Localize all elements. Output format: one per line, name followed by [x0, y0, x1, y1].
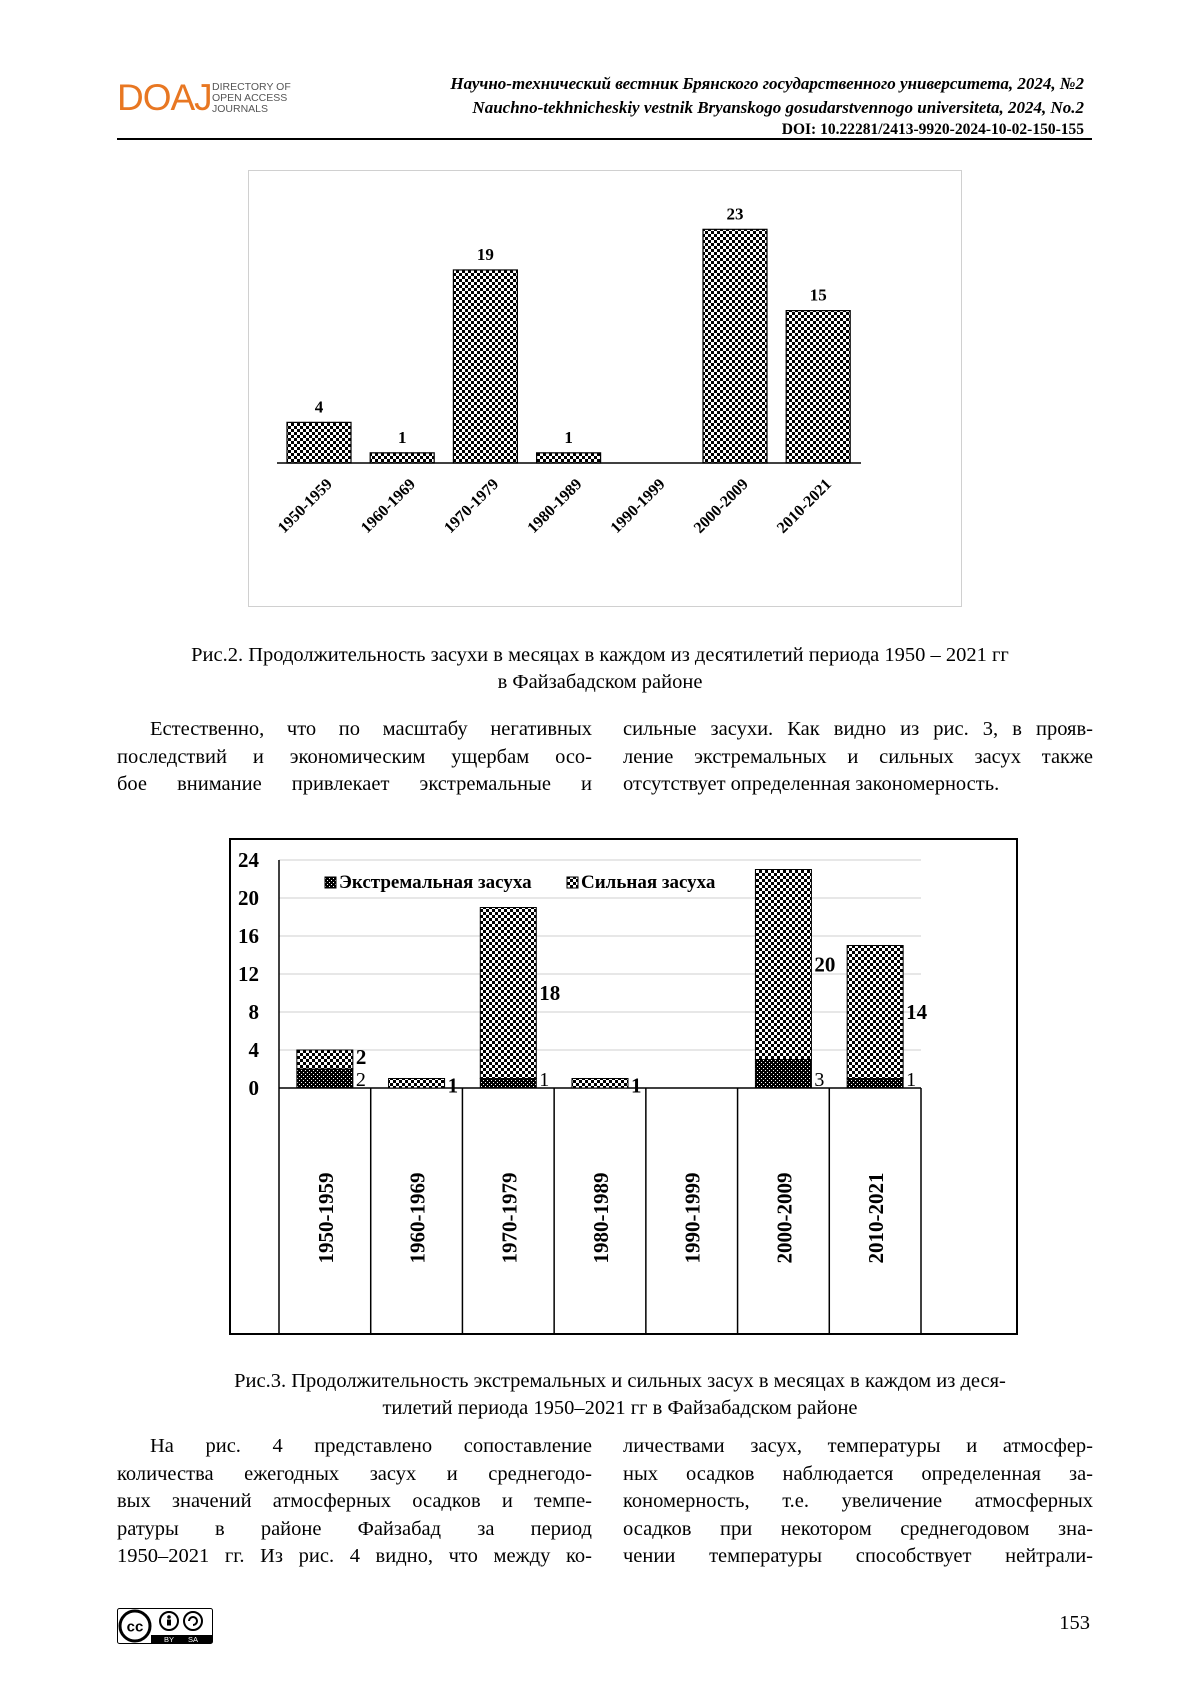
- x-tick-label: 2000-2009: [772, 1172, 797, 1264]
- data-label: 23: [726, 204, 744, 224]
- data-label-extreme: 1: [539, 1069, 550, 1091]
- text-line: кономерность, т.е. увеличение атмосферных: [623, 1490, 1093, 1512]
- y-tick-label: 8: [248, 1000, 259, 1024]
- bar: [370, 453, 434, 463]
- text-line: сильные засухи. Как видно из рис. 3, в прояв-: [623, 718, 1093, 740]
- legend-label-strong: Сильная засуха: [581, 872, 716, 893]
- x-tick-label: 1950-1959: [274, 475, 336, 537]
- x-tick-label: 1960-1969: [405, 1172, 430, 1264]
- paragraph-right-2: [623, 1433, 1093, 1571]
- bar: [453, 270, 517, 463]
- bar-strong: [755, 870, 811, 1060]
- data-label: 1: [397, 427, 407, 447]
- caption-line: в Файзабадском районе: [497, 671, 703, 693]
- text-line: бое внимание привлекает экстремальные и: [117, 773, 592, 795]
- doaj-subtitle-line: JOURNALS: [212, 103, 269, 115]
- legend-swatch-extreme: [325, 877, 336, 888]
- caption-line: Рис.3. Продолжительность экстремальных и сильных засух в месяцах в каждом из деся-: [234, 1370, 1006, 1392]
- text-line: ратуры в районе Файзабад за период: [117, 1517, 592, 1540]
- text-line: Естественно, что по масштабу негативных: [150, 718, 592, 740]
- data-label: 15: [809, 285, 827, 305]
- doaj-logo: [117, 78, 307, 118]
- text-line: вых значений атмосферных осадков и темпе-: [117, 1490, 592, 1512]
- x-tick-label: 1970-1979: [441, 475, 503, 537]
- cc-by-sa-icon[interactable]: [117, 1608, 213, 1644]
- figure-3-caption: [150, 1368, 1090, 1422]
- bar: [786, 311, 850, 463]
- x-tick-label: 1980-1989: [524, 475, 586, 537]
- caption-line: тилетий периода 1950–2021 гг в Файзабадском районе: [382, 1397, 858, 1419]
- x-tick-label: 2010-2021: [864, 1172, 889, 1264]
- data-label-extreme: 1: [906, 1069, 917, 1091]
- bar: [287, 422, 351, 463]
- doaj-wordmark: DOAJ: [117, 77, 212, 118]
- data-label-extreme: 3: [814, 1069, 825, 1091]
- bar-strong: [572, 1079, 628, 1089]
- text-line: последствий и экономическим ущербам осо-: [117, 745, 592, 768]
- y-tick-label: 24: [238, 848, 259, 872]
- text-line: отсутствует определенная закономерность.: [623, 773, 1000, 795]
- y-tick-label: 16: [238, 924, 259, 948]
- bar-extreme: [755, 1060, 811, 1089]
- journal-title-en: Nauchno-tekhnicheskiy vestnik Bryanskogo gosudarstvennogo universiteta, 2024, No.2: [472, 98, 1084, 117]
- chart-legend: [325, 872, 716, 893]
- y-tick-label: 4: [248, 1038, 259, 1062]
- x-tick-label: 1970-1979: [497, 1172, 522, 1264]
- cc-badge-svg: [117, 1608, 213, 1644]
- figure-2-caption: [110, 642, 1090, 696]
- data-label-strong: 18: [539, 981, 561, 1005]
- x-tick-label: 1990-1999: [607, 475, 669, 537]
- bar-strong: [847, 946, 903, 1079]
- paragraph-left-1: [117, 716, 592, 799]
- header-divider: [117, 138, 1092, 140]
- x-tick-label: 1990-1999: [680, 1172, 705, 1264]
- text-line: личествами засух, температуры и атмосфер-: [623, 1435, 1093, 1457]
- y-tick-label: 12: [238, 962, 259, 986]
- legend-swatch-strong: [567, 877, 578, 888]
- doaj-subtitle: [212, 82, 291, 115]
- text-line: 1950‒2021 гг. Из рис. 4 видно, что между ко-: [117, 1545, 592, 1567]
- text-line: осадков при некотором среднегодовом зна-: [623, 1517, 1093, 1540]
- y-tick-label: 0: [248, 1076, 259, 1100]
- x-tick-label: 2000-2009: [690, 475, 752, 537]
- bar: [537, 453, 601, 463]
- bar-extreme: [847, 1079, 903, 1089]
- x-tick-label: 1960-1969: [357, 475, 420, 537]
- text-line: количества ежегодных засух и среднегодо-: [117, 1462, 592, 1485]
- x-tick-label: 1950-1959: [313, 1172, 338, 1264]
- caption-line: Рис.2. Продолжительность засухи в месяцах в каждом из десятилетий периода 1950 – 2021 гг: [191, 644, 1009, 666]
- text-line: ление экстремальных и сильных засух также: [623, 745, 1093, 768]
- bar-extreme: [297, 1069, 353, 1088]
- x-tick-label: 1980-1989: [589, 1172, 613, 1264]
- text-line: чении температуры способствует нейтрали-: [623, 1545, 1093, 1567]
- data-label-extreme: 2: [355, 1069, 366, 1091]
- doaj-subtitle-line: OPEN ACCESS: [212, 92, 288, 104]
- data-label-strong: 1: [631, 1073, 642, 1098]
- text-line: На рис. 4 представлено сопоставление: [150, 1435, 592, 1457]
- cc-label-sa: SA: [187, 1635, 199, 1644]
- data-label: 19: [476, 244, 494, 264]
- page-number: 153: [1059, 1612, 1090, 1634]
- data-label-strong: 1: [447, 1073, 459, 1098]
- paragraph-left-2: [117, 1433, 592, 1571]
- y-tick-label: 20: [238, 886, 259, 910]
- bar-strong: [297, 1050, 353, 1069]
- data-label-strong: 14: [906, 1000, 928, 1024]
- data-label: 4: [314, 397, 324, 417]
- bar-extreme: [480, 1079, 536, 1089]
- paragraph-right-1: [623, 716, 1093, 799]
- figure-2-chart: [248, 170, 962, 607]
- journal-title-ru: Научно-технический вестник Брянского государственного университета, 2024, №2: [450, 74, 1084, 93]
- data-label-strong: 20: [814, 952, 836, 977]
- x-tick-label: 2010-2021: [773, 475, 836, 537]
- cc-label-by: BY: [163, 1635, 175, 1644]
- doi-link[interactable]: DOI: 10.22281/2413-9920-2024-10-02-150-155: [781, 121, 1084, 138]
- bar-strong: [389, 1079, 445, 1089]
- figure-3-svg: [231, 840, 1016, 1333]
- legend-label-extreme: Экстремальная засуха: [339, 872, 532, 893]
- text-line: ных осадков наблюдается определенная за-: [623, 1462, 1093, 1485]
- data-label: 1: [564, 427, 573, 447]
- doaj-subtitle-line: DIRECTORY OF: [212, 81, 291, 93]
- bar: [703, 229, 767, 463]
- figure-2-svg: [249, 171, 961, 606]
- svg-text:cc: cc: [126, 1618, 144, 1636]
- bar-strong: [480, 908, 536, 1079]
- figure-3-chart: [229, 838, 1018, 1335]
- data-label-strong: 2: [355, 1045, 367, 1069]
